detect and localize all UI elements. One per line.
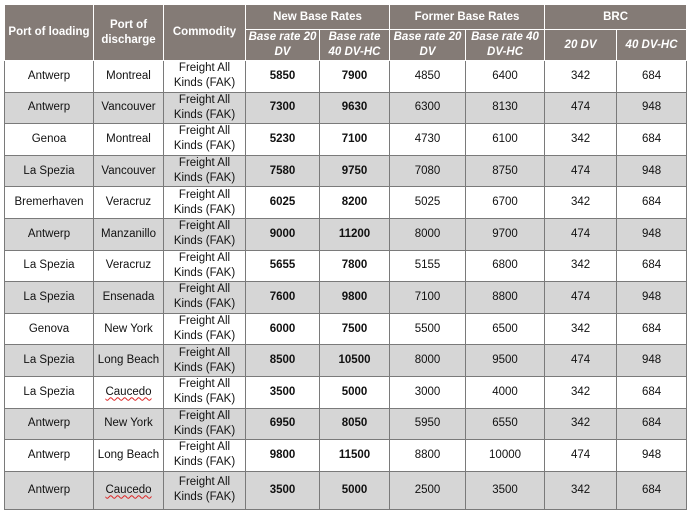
cell-new-40dvhc bbox=[320, 61, 390, 93]
table-row bbox=[5, 313, 687, 345]
cell-brc-40dvhc-text: 684 bbox=[641, 132, 662, 145]
cell-former-20dv-text: 7080 bbox=[414, 164, 441, 177]
cell-new-20dv bbox=[246, 440, 320, 472]
cell-port-of-discharge bbox=[94, 218, 164, 250]
cell-port-of-discharge bbox=[94, 471, 164, 509]
cell-brc-20dv bbox=[545, 155, 617, 187]
cell-commodity-text: Freight All Kinds (FAK) bbox=[173, 157, 236, 185]
cell-port-of-loading bbox=[5, 124, 94, 156]
cell-new-40dvhc-text: 9630 bbox=[341, 101, 368, 114]
cell-new-40dvhc-text: 9750 bbox=[341, 164, 368, 177]
cell-new-40dvhc bbox=[320, 218, 390, 250]
cell-port-of-discharge-text: Montreal bbox=[106, 132, 151, 145]
cell-commodity bbox=[164, 345, 246, 377]
cell-port-of-loading-text: La Spezia bbox=[23, 290, 75, 303]
cell-former-20dv bbox=[390, 187, 466, 219]
cell-commodity bbox=[164, 408, 246, 440]
cell-commodity bbox=[164, 124, 246, 156]
cell-new-20dv-text: 7300 bbox=[269, 101, 296, 114]
cell-new-40dvhc bbox=[320, 124, 390, 156]
cell-port-of-loading bbox=[5, 376, 94, 408]
cell-former-20dv-text: 8000 bbox=[414, 354, 441, 367]
cell-former-40dvhc-text: 6500 bbox=[492, 322, 518, 335]
cell-new-40dvhc bbox=[320, 187, 390, 219]
cell-port-of-loading bbox=[5, 61, 94, 93]
cell-commodity bbox=[164, 440, 246, 472]
header-new-base-rate-20dv: Base rate 20 DV bbox=[246, 30, 320, 61]
rates-table bbox=[4, 4, 687, 510]
cell-brc-40dvhc bbox=[617, 471, 687, 509]
cell-commodity-text: Freight All Kinds (FAK) bbox=[173, 125, 236, 153]
cell-new-40dvhc-text: 8200 bbox=[341, 196, 368, 209]
cell-former-40dvhc bbox=[466, 440, 545, 472]
cell-brc-20dv-text: 474 bbox=[570, 354, 591, 367]
cell-former-20dv-text: 5500 bbox=[414, 322, 441, 335]
cell-former-20dv-text: 5025 bbox=[414, 196, 441, 209]
cell-brc-40dvhc bbox=[617, 61, 687, 93]
header-former-base-rate-40dvhc: Base rate 40 DV-HC bbox=[466, 30, 545, 61]
cell-former-20dv-text: 8000 bbox=[414, 227, 441, 240]
cell-former-20dv bbox=[390, 124, 466, 156]
cell-port-of-discharge-text: Veracruz bbox=[105, 259, 152, 272]
cell-former-40dvhc bbox=[466, 250, 545, 282]
cell-new-20dv bbox=[246, 376, 320, 408]
cell-former-20dv bbox=[390, 250, 466, 282]
cell-former-40dvhc-text: 6700 bbox=[492, 196, 518, 209]
table-row bbox=[5, 408, 687, 440]
cell-port-of-loading bbox=[5, 250, 94, 282]
cell-former-40dvhc-text: 6100 bbox=[492, 132, 518, 145]
cell-brc-20dv-text: 474 bbox=[570, 164, 591, 177]
cell-port-of-discharge-text: Vancouver bbox=[101, 101, 156, 114]
cell-commodity bbox=[164, 250, 246, 282]
cell-brc-20dv bbox=[545, 61, 617, 93]
cell-brc-40dvhc bbox=[617, 408, 687, 440]
cell-new-20dv-text: 6000 bbox=[269, 322, 296, 335]
cell-former-40dvhc-text: 9500 bbox=[492, 354, 518, 367]
cell-former-20dv-text: 7100 bbox=[414, 290, 441, 303]
cell-port-of-loading-text: Antwerp bbox=[27, 101, 71, 114]
cell-new-20dv-text: 9800 bbox=[269, 448, 296, 461]
cell-port-of-loading bbox=[5, 218, 94, 250]
cell-former-20dv bbox=[390, 313, 466, 345]
cell-former-40dvhc-text: 4000 bbox=[492, 385, 518, 398]
cell-new-20dv bbox=[246, 92, 320, 124]
cell-brc-40dvhc-text: 948 bbox=[641, 354, 662, 367]
cell-brc-40dvhc-text: 948 bbox=[641, 448, 662, 461]
cell-former-40dvhc-text: 8750 bbox=[492, 164, 518, 177]
header-brc-40dvhc: 40 DV-HC bbox=[617, 30, 687, 61]
cell-new-40dvhc-text: 7900 bbox=[341, 69, 368, 82]
cell-new-20dv bbox=[246, 250, 320, 282]
cell-brc-40dvhc-text: 684 bbox=[641, 385, 662, 398]
header-brc-20dv: 20 DV bbox=[545, 30, 617, 61]
cell-former-40dvhc bbox=[466, 218, 545, 250]
cell-port-of-discharge bbox=[94, 376, 164, 408]
cell-new-20dv-text: 3500 bbox=[269, 483, 296, 496]
cell-port-of-discharge-text: Long Beach bbox=[97, 448, 160, 461]
cell-brc-40dvhc-text: 684 bbox=[641, 196, 662, 209]
cell-new-40dvhc bbox=[320, 408, 390, 440]
cell-new-40dvhc bbox=[320, 345, 390, 377]
table-row bbox=[5, 440, 687, 472]
cell-former-20dv-text: 3000 bbox=[414, 385, 441, 398]
cell-port-of-loading-text: La Spezia bbox=[23, 354, 75, 367]
cell-former-40dvhc bbox=[466, 124, 545, 156]
cell-port-of-loading bbox=[5, 471, 94, 509]
cell-new-40dvhc bbox=[320, 250, 390, 282]
cell-new-40dvhc bbox=[320, 155, 390, 187]
header-former-base-rate-20dv: Base rate 20 DV bbox=[390, 30, 466, 61]
cell-former-20dv-text: 4730 bbox=[414, 132, 441, 145]
table-row bbox=[5, 471, 687, 509]
cell-commodity-text: Freight All Kinds (FAK) bbox=[173, 409, 236, 437]
cell-former-40dvhc-text: 3500 bbox=[492, 483, 518, 496]
cell-former-40dvhc bbox=[466, 61, 545, 93]
cell-new-20dv-text: 5655 bbox=[269, 259, 296, 272]
cell-commodity bbox=[164, 92, 246, 124]
cell-commodity-text: Freight All Kinds (FAK) bbox=[173, 346, 236, 374]
cell-port-of-discharge-text: Ensenada bbox=[102, 290, 155, 303]
cell-former-20dv bbox=[390, 218, 466, 250]
cell-commodity-text: Freight All Kinds (FAK) bbox=[173, 283, 236, 311]
cell-brc-40dvhc-text: 948 bbox=[641, 164, 662, 177]
cell-new-20dv bbox=[246, 408, 320, 440]
cell-brc-20dv bbox=[545, 124, 617, 156]
cell-former-20dv bbox=[390, 92, 466, 124]
cell-former-20dv bbox=[390, 408, 466, 440]
cell-commodity-text: Freight All Kinds (FAK) bbox=[173, 251, 236, 279]
cell-former-20dv-text: 4850 bbox=[414, 69, 441, 82]
cell-new-20dv-text: 3500 bbox=[269, 385, 296, 398]
cell-brc-20dv-text: 474 bbox=[570, 101, 591, 114]
cell-brc-40dvhc bbox=[617, 345, 687, 377]
cell-brc-20dv bbox=[545, 345, 617, 377]
cell-port-of-discharge bbox=[94, 282, 164, 314]
cell-port-of-loading bbox=[5, 187, 94, 219]
cell-former-40dvhc-text: 8800 bbox=[492, 290, 518, 303]
cell-brc-20dv bbox=[545, 250, 617, 282]
cell-former-20dv-text: 5950 bbox=[414, 417, 441, 430]
cell-new-20dv bbox=[246, 124, 320, 156]
cell-port-of-discharge bbox=[94, 187, 164, 219]
cell-brc-20dv-text: 342 bbox=[570, 259, 591, 272]
cell-commodity bbox=[164, 187, 246, 219]
cell-former-20dv bbox=[390, 471, 466, 509]
cell-former-20dv bbox=[390, 61, 466, 93]
cell-new-40dvhc-text: 5000 bbox=[341, 385, 368, 398]
cell-former-40dvhc-text: 9700 bbox=[492, 227, 518, 240]
cell-brc-20dv-text: 474 bbox=[570, 290, 591, 303]
cell-port-of-discharge-text: Vancouver bbox=[101, 164, 156, 177]
cell-brc-40dvhc-text: 684 bbox=[641, 483, 662, 496]
cell-brc-20dv bbox=[545, 471, 617, 509]
header-port-of-discharge: Port of discharge bbox=[94, 5, 164, 61]
table-row bbox=[5, 187, 687, 219]
cell-brc-20dv-text: 342 bbox=[570, 196, 591, 209]
cell-commodity bbox=[164, 313, 246, 345]
cell-brc-40dvhc-text: 684 bbox=[641, 322, 662, 335]
cell-new-20dv-text: 9000 bbox=[269, 227, 296, 240]
table-row bbox=[5, 376, 687, 408]
cell-former-20dv bbox=[390, 155, 466, 187]
header-new-base-rates: New Base Rates bbox=[246, 5, 390, 30]
header-port-of-loading: Port of loading bbox=[5, 5, 94, 61]
cell-new-20dv-text: 6025 bbox=[269, 196, 296, 209]
cell-brc-20dv-text: 474 bbox=[570, 227, 591, 240]
cell-former-40dvhc bbox=[466, 187, 545, 219]
cell-brc-40dvhc-text: 948 bbox=[641, 290, 662, 303]
cell-brc-40dvhc-text: 948 bbox=[641, 227, 662, 240]
cell-former-20dv-text: 5155 bbox=[414, 259, 441, 272]
cell-port-of-loading-text: Antwerp bbox=[27, 448, 71, 461]
cell-brc-20dv-text: 342 bbox=[570, 385, 591, 398]
cell-brc-40dvhc bbox=[617, 440, 687, 472]
cell-former-40dvhc-text: 6400 bbox=[492, 69, 518, 82]
table-row bbox=[5, 282, 687, 314]
cell-former-40dvhc bbox=[466, 471, 545, 509]
cell-new-20dv bbox=[246, 155, 320, 187]
cell-former-20dv bbox=[390, 345, 466, 377]
header-commodity: Commodity bbox=[164, 5, 246, 61]
cell-port-of-discharge bbox=[94, 92, 164, 124]
cell-new-20dv-text: 8500 bbox=[269, 354, 296, 367]
cell-brc-40dvhc-text: 948 bbox=[641, 101, 662, 114]
cell-commodity bbox=[164, 282, 246, 314]
cell-former-40dvhc bbox=[466, 313, 545, 345]
cell-new-20dv-text: 7580 bbox=[269, 164, 296, 177]
cell-new-40dvhc bbox=[320, 92, 390, 124]
cell-new-40dvhc-text: 7800 bbox=[341, 259, 368, 272]
cell-brc-40dvhc bbox=[617, 250, 687, 282]
cell-port-of-discharge-text: Long Beach bbox=[97, 354, 160, 367]
cell-brc-40dvhc bbox=[617, 155, 687, 187]
cell-former-40dvhc bbox=[466, 376, 545, 408]
cell-new-40dvhc-text: 7100 bbox=[341, 132, 368, 145]
cell-new-40dvhc bbox=[320, 313, 390, 345]
cell-brc-40dvhc bbox=[617, 313, 687, 345]
cell-new-20dv bbox=[246, 187, 320, 219]
cell-new-20dv-text: 6950 bbox=[269, 417, 296, 430]
cell-brc-20dv bbox=[545, 408, 617, 440]
cell-new-20dv bbox=[246, 61, 320, 93]
cell-port-of-loading bbox=[5, 282, 94, 314]
cell-port-of-discharge-text: Veracruz bbox=[105, 196, 152, 209]
cell-new-40dvhc-text: 11500 bbox=[338, 448, 371, 461]
header-new-base-rate-40dvhc: Base rate 40 DV-HC bbox=[320, 30, 390, 61]
table-row bbox=[5, 92, 687, 124]
cell-port-of-discharge-text: Caucedo bbox=[105, 385, 152, 398]
cell-port-of-discharge bbox=[94, 440, 164, 472]
cell-brc-20dv-text: 342 bbox=[570, 69, 591, 82]
cell-port-of-loading-text: La Spezia bbox=[23, 259, 75, 272]
cell-port-of-discharge-text: Caucedo bbox=[105, 483, 152, 496]
cell-port-of-loading-text: Antwerp bbox=[27, 227, 71, 240]
cell-brc-20dv bbox=[545, 218, 617, 250]
cell-port-of-loading-text: Antwerp bbox=[27, 69, 71, 82]
header-brc: BRC bbox=[545, 5, 687, 30]
table-row bbox=[5, 124, 687, 156]
cell-brc-40dvhc bbox=[617, 218, 687, 250]
cell-new-20dv bbox=[246, 345, 320, 377]
cell-port-of-loading-text: Antwerp bbox=[27, 483, 71, 496]
cell-brc-20dv bbox=[545, 187, 617, 219]
cell-brc-40dvhc bbox=[617, 376, 687, 408]
cell-port-of-loading bbox=[5, 155, 94, 187]
cell-port-of-discharge bbox=[94, 61, 164, 93]
cell-new-20dv bbox=[246, 218, 320, 250]
cell-commodity bbox=[164, 61, 246, 93]
cell-commodity bbox=[164, 376, 246, 408]
cell-new-20dv bbox=[246, 282, 320, 314]
cell-port-of-loading-text: Antwerp bbox=[27, 417, 71, 430]
cell-former-40dvhc bbox=[466, 408, 545, 440]
cell-brc-40dvhc bbox=[617, 282, 687, 314]
cell-brc-20dv bbox=[545, 313, 617, 345]
cell-brc-20dv-text: 474 bbox=[570, 448, 591, 461]
cell-commodity-text: Freight All Kinds (FAK) bbox=[173, 188, 236, 216]
cell-commodity-text: Freight All Kinds (FAK) bbox=[173, 93, 236, 121]
cell-new-40dvhc-text: 9800 bbox=[341, 290, 368, 303]
table-row bbox=[5, 250, 687, 282]
cell-port-of-loading-text: Genoa bbox=[31, 132, 67, 145]
cell-new-40dvhc-text: 11200 bbox=[338, 227, 371, 240]
cell-former-40dvhc bbox=[466, 92, 545, 124]
cell-new-40dvhc bbox=[320, 471, 390, 509]
cell-commodity bbox=[164, 471, 246, 509]
cell-new-40dvhc bbox=[320, 440, 390, 472]
cell-port-of-loading bbox=[5, 408, 94, 440]
table-row bbox=[5, 61, 687, 93]
table-row bbox=[5, 345, 687, 377]
cell-port-of-discharge bbox=[94, 250, 164, 282]
cell-brc-40dvhc bbox=[617, 187, 687, 219]
cell-former-20dv-text: 8800 bbox=[414, 448, 441, 461]
cell-port-of-loading-text: La Spezia bbox=[23, 164, 75, 177]
cell-commodity bbox=[164, 155, 246, 187]
cell-port-of-discharge-text: Montreal bbox=[106, 69, 151, 82]
cell-brc-40dvhc-text: 684 bbox=[641, 417, 662, 430]
cell-new-20dv-text: 5850 bbox=[269, 69, 296, 82]
cell-commodity-text: Freight All Kinds (FAK) bbox=[173, 62, 236, 90]
cell-former-20dv-text: 6300 bbox=[414, 101, 441, 114]
cell-new-40dvhc bbox=[320, 282, 390, 314]
cell-port-of-discharge bbox=[94, 345, 164, 377]
cell-former-40dvhc-text: 8130 bbox=[492, 101, 518, 114]
cell-brc-20dv bbox=[545, 376, 617, 408]
cell-former-40dvhc-text: 6550 bbox=[492, 417, 518, 430]
cell-port-of-discharge-text: New York bbox=[104, 417, 153, 430]
cell-new-40dvhc-text: 8050 bbox=[341, 417, 368, 430]
cell-commodity-text: Freight All Kinds (FAK) bbox=[173, 220, 236, 248]
cell-brc-40dvhc-text: 684 bbox=[641, 259, 662, 272]
cell-new-20dv-text: 7600 bbox=[269, 290, 296, 303]
cell-port-of-loading-text: La Spezia bbox=[23, 385, 75, 398]
cell-commodity-text: Freight All Kinds (FAK) bbox=[173, 441, 236, 469]
cell-port-of-loading bbox=[5, 92, 94, 124]
cell-former-40dvhc bbox=[466, 345, 545, 377]
cell-former-20dv bbox=[390, 440, 466, 472]
cell-brc-20dv-text: 342 bbox=[570, 483, 591, 496]
cell-new-40dvhc bbox=[320, 376, 390, 408]
cell-brc-20dv-text: 342 bbox=[570, 132, 591, 145]
cell-brc-20dv bbox=[545, 282, 617, 314]
cell-new-40dvhc-text: 5000 bbox=[341, 483, 368, 496]
cell-port-of-loading-text: Genova bbox=[28, 322, 70, 335]
cell-former-20dv bbox=[390, 376, 466, 408]
cell-former-40dvhc bbox=[466, 155, 545, 187]
table-body bbox=[5, 61, 687, 510]
cell-former-20dv-text: 2500 bbox=[414, 483, 441, 496]
cell-commodity-text: Freight All Kinds (FAK) bbox=[173, 315, 236, 343]
cell-new-40dvhc-text: 10500 bbox=[338, 354, 371, 367]
cell-brc-40dvhc bbox=[617, 92, 687, 124]
cell-port-of-discharge bbox=[94, 408, 164, 440]
cell-port-of-loading-text: Bremerhaven bbox=[14, 196, 84, 209]
cell-port-of-loading bbox=[5, 440, 94, 472]
cell-new-20dv-text: 5230 bbox=[269, 132, 296, 145]
cell-former-40dvhc bbox=[466, 282, 545, 314]
cell-brc-20dv bbox=[545, 440, 617, 472]
cell-commodity-text: Freight All Kinds (FAK) bbox=[173, 378, 236, 406]
cell-new-20dv bbox=[246, 313, 320, 345]
cell-former-40dvhc-text: 6800 bbox=[492, 259, 518, 272]
cell-new-20dv bbox=[246, 471, 320, 509]
cell-brc-40dvhc-text: 684 bbox=[641, 69, 662, 82]
cell-port-of-discharge-text: Manzanillo bbox=[101, 227, 156, 240]
cell-former-20dv bbox=[390, 282, 466, 314]
cell-brc-20dv bbox=[545, 92, 617, 124]
cell-port-of-discharge bbox=[94, 313, 164, 345]
cell-brc-20dv-text: 342 bbox=[570, 417, 591, 430]
cell-port-of-discharge bbox=[94, 155, 164, 187]
cell-port-of-loading bbox=[5, 313, 94, 345]
cell-commodity-text: Freight All Kinds (FAK) bbox=[173, 476, 236, 504]
table-row bbox=[5, 155, 687, 187]
cell-brc-40dvhc bbox=[617, 124, 687, 156]
cell-former-40dvhc-text: 10000 bbox=[489, 448, 522, 461]
header-former-base-rates: Former Base Rates bbox=[390, 5, 545, 30]
table-header bbox=[5, 5, 687, 61]
cell-brc-20dv-text: 342 bbox=[570, 322, 591, 335]
table-row bbox=[5, 218, 687, 250]
cell-port-of-discharge-text: New York bbox=[104, 322, 153, 335]
cell-new-40dvhc-text: 7500 bbox=[341, 322, 368, 335]
cell-port-of-discharge bbox=[94, 124, 164, 156]
cell-commodity bbox=[164, 218, 246, 250]
cell-port-of-loading bbox=[5, 345, 94, 377]
